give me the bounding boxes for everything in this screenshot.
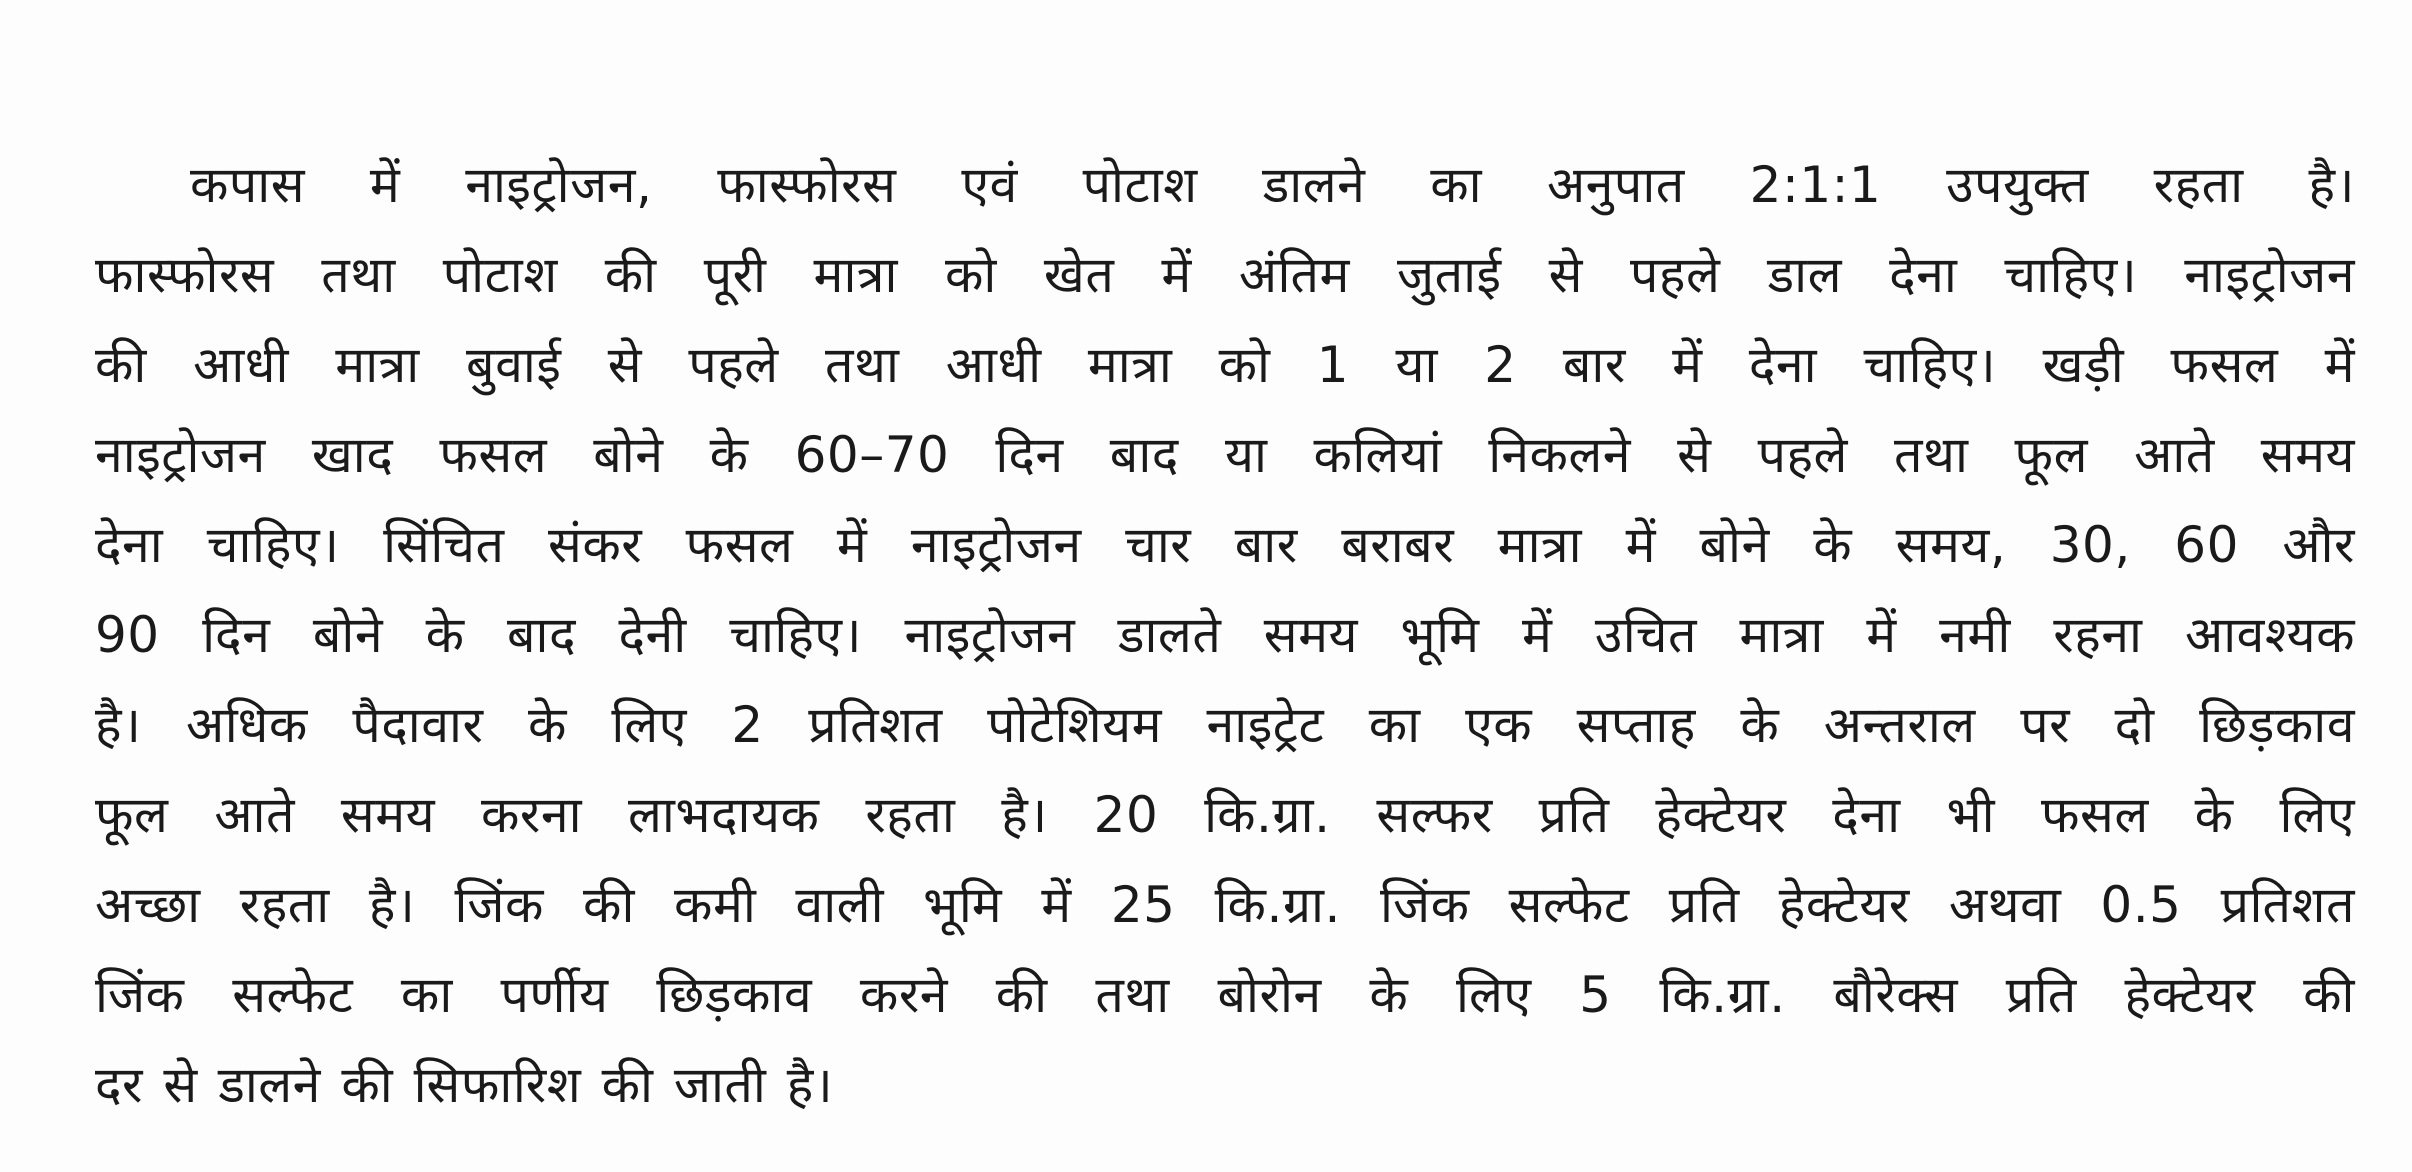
text-line-11: दर से डालने की सिफारिश की जाती है। xyxy=(95,1056,834,1114)
text-line-4: नाइट्रोजन खाद फसल बोने के 60–70 दिन बाद या कलियां निकलने से पहले तथा फूल आते समय xyxy=(95,426,2355,484)
text-line-10: जिंक सल्फेट का पर्णीय छिड़काव करने की तथा बोरोन के लिए 5 कि.ग्रा. बौरेक्स प्रति हेक्टेयर की xyxy=(95,966,2355,1024)
text-line-1: कपास में नाइट्रोजन, फास्फोरस एवं पोटाश डालने का अनुपात 2:1:1 उपयुक्त रहता है। xyxy=(190,156,2355,214)
text-line-8: फूल आते समय करना लाभदायक रहता है। 20 कि.ग्रा. सल्फर प्रति हेक्टेयर देना भी फसल के लिए xyxy=(95,786,2355,844)
text-line-9: अच्छा रहता है। जिंक की कमी वाली भूमि में 25 कि.ग्रा. जिंक सल्फेट प्रति हेक्टेयर अथवा 0.5 प्रतिशत xyxy=(95,876,2355,934)
text-line-2: फास्फोरस तथा पोटाश की पूरी मात्रा को खेत में अंतिम जुताई से पहले डाल देना चाहिए। नाइट्रोजन xyxy=(95,246,2355,304)
body-paragraph xyxy=(95,140,2355,1130)
text-line-3: की आधी मात्रा बुवाई से पहले तथा आधी मात्रा को 1 या 2 बार में देना चाहिए। खड़ी फसल में xyxy=(95,336,2355,394)
text-line-7: है। अधिक पैदावार के लिए 2 प्रतिशत पोटेशियम नाइट्रेट का एक सप्ताह के अन्तराल पर दो छिड़काव xyxy=(95,696,2355,754)
text-line-6: 90 दिन बोने के बाद देनी चाहिए। नाइट्रोजन डालते समय भूमि में उचित मात्रा में नमी रहना आवश्यक xyxy=(95,606,2355,664)
text-line-5: देना चाहिए। सिंचित संकर फसल में नाइट्रोजन चार बार बराबर मात्रा में बोने के समय, 30, 60 और xyxy=(95,516,2355,574)
